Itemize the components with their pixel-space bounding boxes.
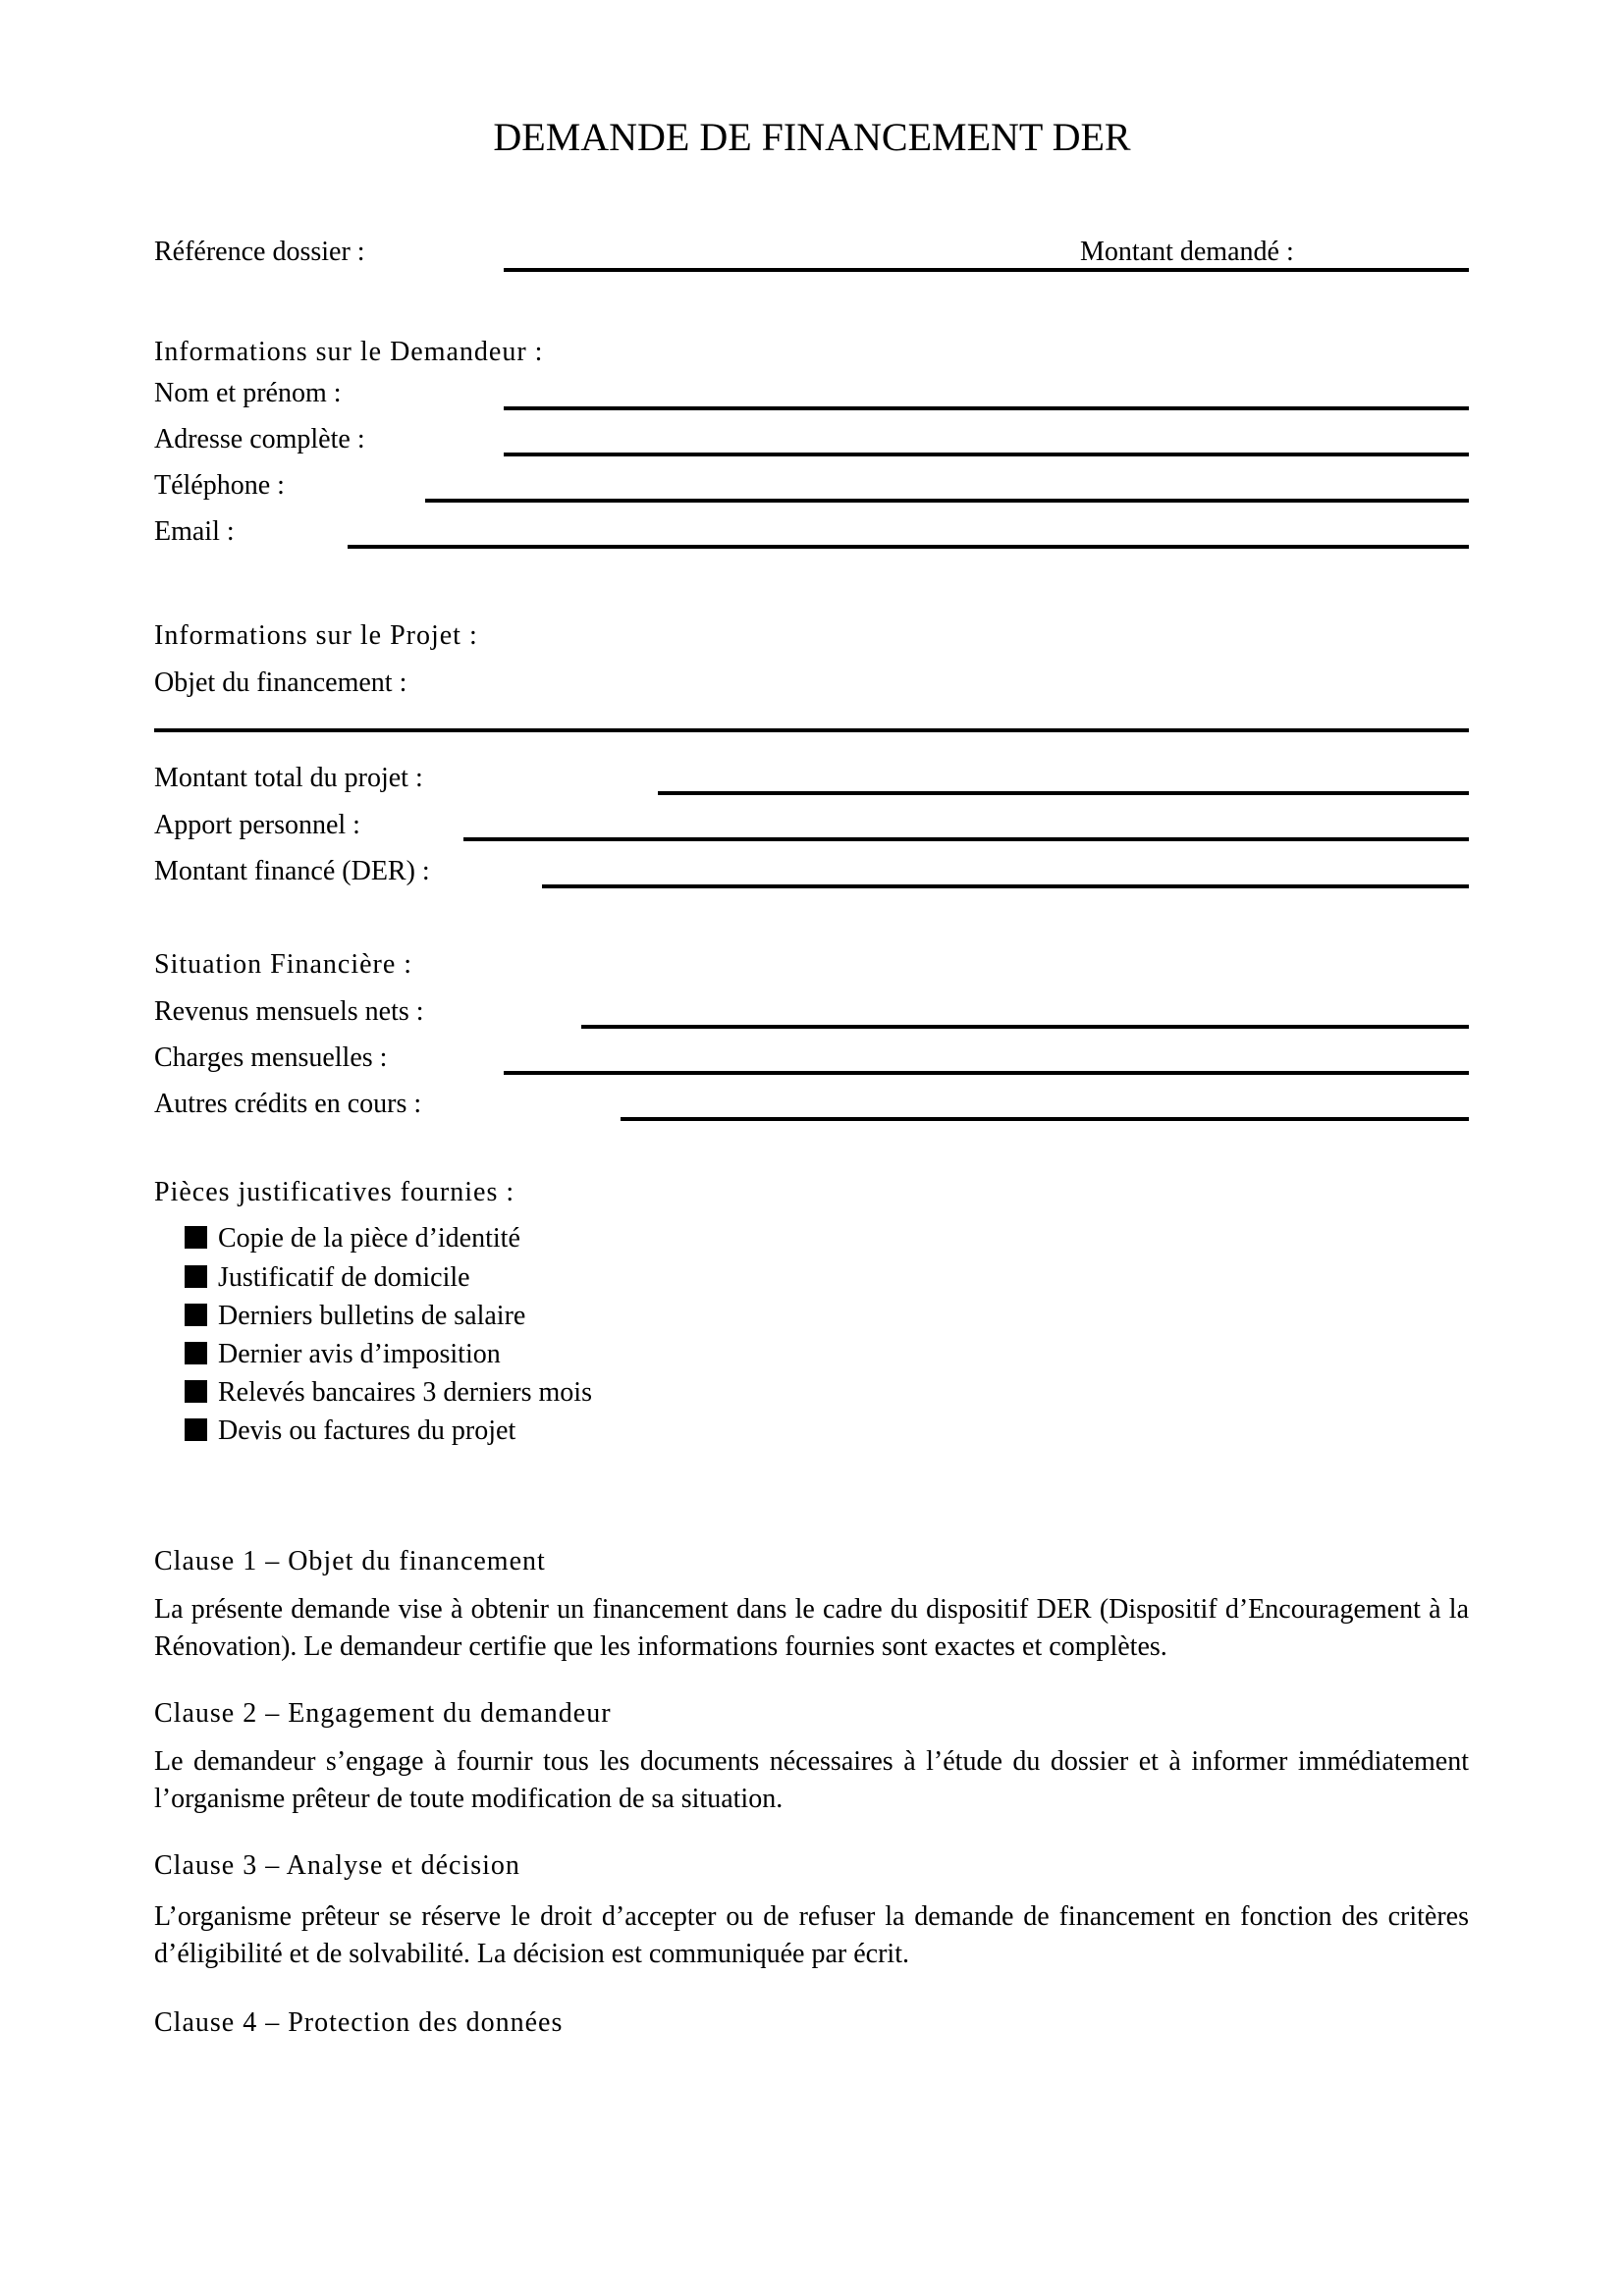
checkbox-filled-icon[interactable] bbox=[185, 1380, 207, 1403]
section-heading-situation-financiere: Situation Financière : bbox=[154, 949, 413, 980]
objet-financement-label: Objet du financement : bbox=[154, 667, 407, 698]
telephone-input-line[interactable] bbox=[425, 499, 1469, 503]
checklist-item-bulletins-salaire bbox=[185, 1300, 525, 1333]
adresse-input-line[interactable] bbox=[504, 453, 1469, 456]
revenus-input-line[interactable] bbox=[581, 1025, 1469, 1029]
section-heading-projet: Informations sur le Projet : bbox=[154, 620, 478, 651]
revenus-label: Revenus mensuels nets : bbox=[154, 996, 424, 1027]
checkbox-filled-icon[interactable] bbox=[185, 1304, 207, 1326]
montant-total-input-line[interactable] bbox=[658, 791, 1469, 795]
apport-personnel-label: Apport personnel : bbox=[154, 810, 360, 840]
section-heading-demandeur: Informations sur le Demandeur : bbox=[154, 337, 544, 367]
email-label: Email : bbox=[154, 516, 235, 547]
nom-prenom-input-line[interactable] bbox=[504, 406, 1469, 410]
checklist-item-label: Relevés bancaires 3 derniers mois bbox=[218, 1377, 592, 1408]
checkbox-filled-icon[interactable] bbox=[185, 1265, 207, 1288]
montant-finance-label: Montant financé (DER) : bbox=[154, 856, 430, 886]
checklist-item-label: Dernier avis d’imposition bbox=[218, 1339, 501, 1369]
checkbox-filled-icon[interactable] bbox=[185, 1226, 207, 1249]
checklist-item-piece-identite bbox=[185, 1222, 520, 1255]
reference-dossier-label: Référence dossier : bbox=[154, 237, 365, 267]
objet-financement-input-line[interactable] bbox=[154, 728, 1469, 732]
checkbox-filled-icon[interactable] bbox=[185, 1418, 207, 1441]
checklist-item-justificatif-domicile bbox=[185, 1261, 470, 1295]
apport-personnel-input-line[interactable] bbox=[463, 837, 1469, 841]
clause-1-body: La présente demande vise à obtenir un financement dans le cadre du dispositif DER (Dispositif d’Encouragement à la Rénovation). Le demandeur certifie que les informations fournies sont exactes et complètes. bbox=[154, 1594, 1469, 1662]
autres-credits-label: Autres crédits en cours : bbox=[154, 1089, 422, 1119]
adresse-label: Adresse complète : bbox=[154, 424, 365, 454]
montant-finance-input-line[interactable] bbox=[542, 884, 1469, 888]
reference-dossier-input-line[interactable] bbox=[504, 268, 1469, 272]
checklist-item-label: Copie de la pièce d’identité bbox=[218, 1223, 520, 1254]
clause-3-heading: Clause 3 – Analyse et décision bbox=[154, 1850, 520, 1881]
section-heading-pieces-justificatives: Pièces justificatives fournies : bbox=[154, 1177, 515, 1207]
montant-total-label: Montant total du projet : bbox=[154, 763, 423, 793]
nom-prenom-label: Nom et prénom : bbox=[154, 378, 342, 408]
checklist-item-devis-factures bbox=[185, 1415, 515, 1448]
email-input-line[interactable] bbox=[348, 545, 1469, 549]
charges-input-line[interactable] bbox=[504, 1071, 1469, 1075]
checklist-item-label: Justificatif de domicile bbox=[218, 1262, 470, 1293]
checklist-item-label: Devis ou factures du projet bbox=[218, 1415, 516, 1446]
telephone-label: Téléphone : bbox=[154, 470, 285, 501]
checklist-item-releves-bancaires bbox=[185, 1376, 592, 1410]
clause-3-body: L’organisme prêteur se réserve le droit d’accepter ou de refuser la demande de financement en fonction des critères d’éligibilité et de solvabilité. La décision est communiquée par écrit. bbox=[154, 1901, 1469, 1969]
autres-credits-input-line[interactable] bbox=[621, 1117, 1469, 1121]
clause-4-heading: Clause 4 – Protection des données bbox=[154, 2007, 564, 2038]
montant-demande-label: Montant demandé : bbox=[1080, 237, 1294, 267]
checklist-item-label: Derniers bulletins de salaire bbox=[218, 1301, 526, 1331]
clause-2-heading: Clause 2 – Engagement du demandeur bbox=[154, 1698, 612, 1729]
clause-2-body: Le demandeur s’engage à fournir tous les documents nécessaires à l’étude du dossier et à informer immédiatement l’organisme prêteur de toute modification de sa situation. bbox=[154, 1746, 1469, 1814]
document-title: DEMANDE DE FINANCEMENT DER bbox=[493, 115, 1131, 159]
checkbox-filled-icon[interactable] bbox=[185, 1342, 207, 1364]
checklist-item-avis-imposition bbox=[185, 1338, 501, 1371]
clause-1-heading: Clause 1 – Objet du financement bbox=[154, 1546, 546, 1576]
charges-label: Charges mensuelles : bbox=[154, 1042, 388, 1073]
